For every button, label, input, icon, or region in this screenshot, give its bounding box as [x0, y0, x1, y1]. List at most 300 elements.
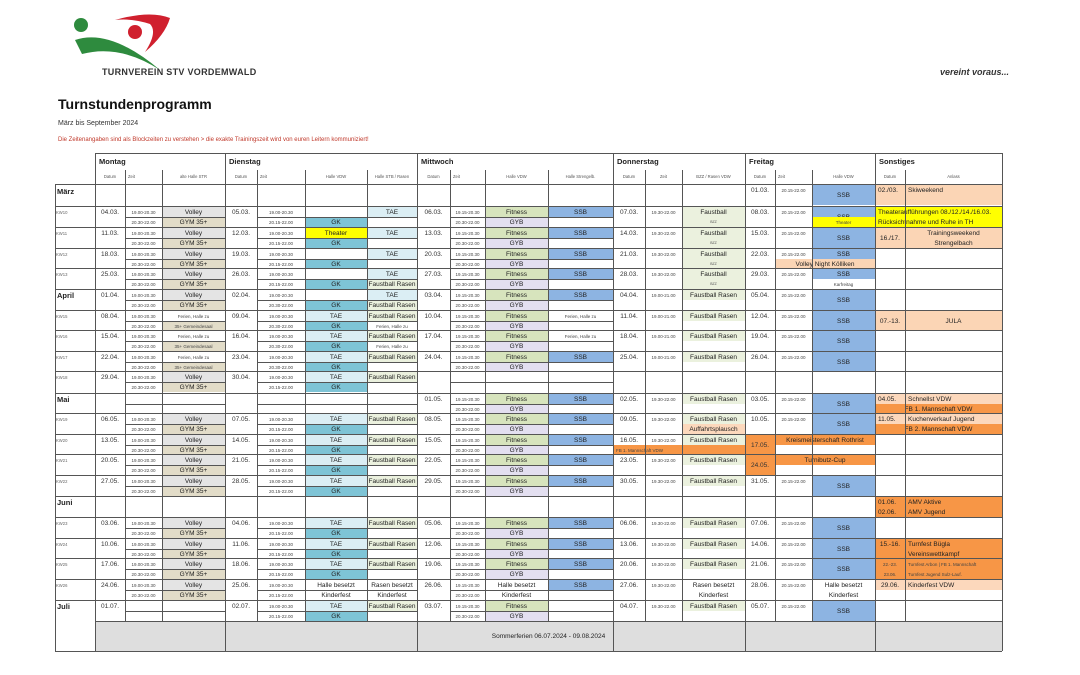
time: 19.00-20.30 [131, 541, 156, 547]
activity-ssb: SSB [548, 414, 613, 424]
row-divider [55, 310, 1002, 311]
activity-tae: TAE [367, 290, 417, 300]
activity-kinderfest: Kinderfest [698, 591, 729, 599]
activity-gym35: GYM 35+ [162, 259, 225, 269]
activity-ssb: SSB [812, 352, 875, 372]
time: 19.00-20.30 [268, 541, 294, 547]
date-wednesday: 13.03. [424, 229, 443, 237]
activity-tae: TAE [305, 414, 367, 424]
activity-volley: Volley [162, 518, 225, 528]
time: 20.30-22.00 [131, 426, 156, 432]
event-volley-night: Volley Night Kölliken [775, 259, 875, 269]
month-label: Mai [57, 394, 70, 404]
event-fb2-mannschaft: FB 2. Mannschaft VDW [875, 424, 1002, 434]
time: 19.00-20.30 [268, 520, 294, 526]
time: 19.00-20.30 [131, 437, 156, 443]
time: 20.15-22.00 [781, 313, 806, 319]
time: 20.30-22.00 [455, 343, 480, 349]
time: 20.15-22.00 [781, 251, 806, 257]
activity-faustball-rasen: Faustball Rasen [368, 415, 416, 423]
date-thursday: 16.05. [619, 436, 639, 444]
row-divider [55, 517, 1002, 518]
activity-bzz: BZZ [682, 259, 745, 269]
date-monday: 18.03. [100, 250, 120, 258]
time: 19.00-20.30 [131, 478, 156, 484]
time: 20.30-22.00 [131, 364, 156, 370]
time: 19.00-21.00 [651, 354, 676, 360]
activity-tae: TAE [367, 249, 417, 259]
event-kuchenverkauf: Kuchenverkauf Jugend [905, 414, 1002, 424]
activity-faustball: Faustball [682, 249, 745, 259]
activity-faustball-rasen: Faustball Rasen [368, 456, 416, 464]
time: 20.30-22.00 [455, 571, 480, 577]
time: 20.30-22.00 [455, 240, 480, 246]
row-divider [55, 579, 1002, 580]
activity-gym35-gemeindesaal: 35+ Gemeindesaal [162, 321, 225, 331]
activity-theater: Theater [812, 217, 875, 227]
row-divider [95, 621, 1002, 622]
row-divider [55, 393, 1002, 394]
date-tuesday: 26.03. [231, 270, 251, 278]
activity-faustball-rasen: Faustball Rasen [368, 312, 416, 320]
date-friday: 19.04. [750, 332, 770, 340]
row-divider [55, 289, 1002, 290]
time: 19.00-20.30 [268, 354, 294, 360]
date-tuesday: 21.05. [231, 456, 251, 464]
time: 19.00-20.30 [268, 416, 294, 422]
date-monday: 01.04. [100, 291, 120, 299]
activity-kinderfest: Kinderfest [377, 591, 407, 599]
activity-halle-besetzt: Halle besetzt [317, 581, 355, 589]
date-monday: 10.06. [100, 540, 120, 548]
time: 20.30-22.00 [268, 323, 294, 329]
activity-ssb: SSB [812, 249, 875, 259]
event-date: 04.05. [875, 394, 905, 404]
activity-ssb: SSB [812, 394, 875, 414]
activity-faustball-rasen: Faustball Rasen [682, 601, 745, 611]
activity-faustball-rasen: Faustball Rasen [682, 518, 745, 528]
time: 20.30-22.00 [455, 530, 480, 536]
time: 19.30-22.00 [651, 541, 676, 547]
activity-volley: Volley [162, 476, 225, 486]
activity-volley: Volley [162, 559, 225, 569]
activity-gk: GK [305, 362, 367, 372]
time: 20.15-22.00 [268, 219, 294, 225]
date-friday: 01.03. [750, 186, 770, 194]
date-friday: 10.05. [750, 415, 770, 423]
time: 19.00-20.30 [268, 230, 294, 236]
activity-gym35: GYM 35+ [162, 465, 225, 475]
event-fb1-mannschaft: FB 1. Mannschaft VDW [613, 445, 745, 455]
header-mittwoch: Mittwoch [421, 156, 454, 166]
time: 19.00-20.30 [131, 333, 156, 339]
time: 19.30-22.00 [651, 561, 676, 567]
date-thursday: 09.05. [619, 415, 639, 423]
activity-gyb: GYB [485, 259, 548, 269]
row-divider [55, 600, 1002, 601]
activity-gym35: GYM 35+ [162, 445, 225, 455]
page-subtitle: März bis September 2024 [58, 120, 139, 127]
time: 19.00-20.30 [131, 292, 156, 298]
activity-faustball-rasen: Faustball Rasen [682, 331, 745, 341]
activity-rasen-besetzt: Rasen besetzt [371, 581, 413, 589]
activity-gym35: GYM 35+ [162, 238, 225, 248]
time: 20.15-22.00 [781, 541, 806, 547]
time: 19.00-20.30 [268, 251, 294, 257]
activity-ssb: SSB [812, 311, 875, 331]
date-tuesday: 04.06. [231, 519, 251, 527]
col-zeit: Zeit [128, 173, 135, 179]
event-kreismeisterschaft: Kreismeisterschaft Rothrist [775, 435, 875, 445]
activity-fitness: Fitness [485, 290, 548, 300]
activity-ssb: SSB [548, 518, 613, 528]
activity-fitness: Fitness [485, 394, 548, 404]
time: 20.15-22.00 [268, 447, 294, 453]
time: 19.15-20.30 [455, 313, 480, 319]
date-friday: 05.04. [750, 291, 770, 299]
date-tuesday: 28.05. [231, 477, 251, 485]
date-tuesday: 14.05. [231, 436, 251, 444]
col-divider [875, 153, 876, 651]
activity-gyb: GYB [485, 549, 548, 559]
activity-gym35: GYM 35+ [162, 424, 225, 434]
row-divider [55, 558, 1002, 559]
activity-gk: GK [305, 300, 367, 310]
activity-fitness: Fitness [485, 601, 548, 611]
time: 19.15-20.30 [455, 582, 480, 588]
time: 19.00-20.30 [131, 271, 156, 277]
event-amv-jugend: AMV Jugend [905, 507, 1002, 517]
activity-bzz: BZZ [682, 279, 745, 289]
col-do-bzz: BZZ / Rasen VDW [696, 173, 731, 179]
date-tuesday: 12.03. [231, 229, 251, 237]
activity-ferien: Ferien, Halle zu [564, 333, 597, 339]
time: 20.30-22.00 [268, 302, 294, 308]
activity-gyb: GYB [485, 341, 548, 351]
date-thursday: 07.03. [619, 208, 639, 216]
activity-ssb: SSB [812, 539, 875, 559]
row-divider [55, 538, 1002, 539]
time: 19.00-20.30 [268, 271, 294, 277]
col-zeit: Zeit [453, 173, 460, 179]
time: 20.15-22.00 [781, 187, 806, 193]
time: 20.15-22.00 [268, 488, 294, 494]
date-thursday: 23.05. [619, 456, 639, 464]
date-thursday: 02.05. [619, 395, 639, 403]
activity-gk: GK [305, 569, 367, 579]
date-tuesday: 23.04. [231, 353, 251, 361]
col-mi-streng: Halle Strengelb. [565, 173, 596, 179]
time: 20.30-22.00 [455, 613, 480, 619]
date-wednesday: 24.04. [424, 353, 443, 361]
week-number: KW11 [56, 230, 68, 236]
time: 19.15-20.30 [455, 333, 480, 339]
activity-volley: Volley [162, 455, 225, 465]
time: 20.30-22.00 [455, 467, 480, 473]
club-name: TURNVEREIN STV VORDEMWALD [102, 67, 257, 77]
event-auffahrtsplausch: Auffahrtsplausch [682, 424, 745, 434]
time: 19.15-20.30 [455, 437, 480, 443]
time: 19.15-20.30 [455, 292, 480, 298]
date-monday: 15.04. [100, 332, 120, 340]
time: 20.15-22.00 [268, 530, 294, 536]
time: 20.30-22.00 [268, 343, 294, 349]
event-trainingsweekend-location: Strengelbach [905, 238, 1002, 248]
date-tuesday: 11.06. [232, 540, 250, 548]
activity-halle-besetzt: Halle besetzt [824, 581, 863, 589]
time: 20.30-22.00 [131, 384, 156, 390]
row-divider [55, 184, 1002, 185]
time: 20.30-22.00 [455, 302, 480, 308]
activity-faustball-rasen: Faustball Rasen [682, 539, 745, 549]
activity-ferien: Ferien, Halle zu [177, 333, 210, 339]
activity-faustball-rasen: Faustball Rasen [368, 560, 416, 568]
time: 20.15-22.00 [781, 603, 806, 609]
activity-fitness: Fitness [485, 311, 548, 321]
col-mo-halle: alte Halle STR [180, 173, 207, 179]
time: 19.00-20.30 [268, 313, 294, 319]
activity-gyb: GYB [485, 486, 548, 496]
col-di-stb: Halle STB / Rasen [374, 173, 410, 179]
time: 20.15-22.00 [268, 592, 294, 598]
activity-tae: TAE [305, 601, 367, 611]
time: 19.30-22.00 [651, 396, 676, 402]
activity-gym35: GYM 35+ [162, 569, 225, 579]
date-wednesday: 03.04. [424, 291, 443, 299]
activity-ferien: Ferien, Halle zu [564, 313, 597, 319]
activity-faustball-rasen: Faustball Rasen [682, 559, 745, 569]
row-divider [55, 475, 1002, 476]
row-divider [55, 434, 1002, 435]
time: 19.30-22.00 [651, 603, 676, 609]
time: 20.30-22.00 [131, 302, 156, 308]
activity-ssb: SSB [548, 249, 613, 259]
header-dienstag: Dienstag [229, 156, 261, 166]
activity-bzz: BZZ [682, 217, 745, 227]
date-thursday: 21.03. [619, 250, 639, 258]
activity-gym35: GYM 35+ [162, 279, 225, 289]
activity-gk: GK [305, 611, 367, 621]
time: 20.15-22.00 [781, 209, 806, 215]
row-divider [55, 651, 1002, 652]
time: 19.00-20.30 [268, 561, 294, 567]
date-tuesday: 02.04. [231, 291, 251, 299]
activity-fitness: Fitness [485, 476, 548, 486]
date-monday: 20.05. [100, 456, 120, 464]
event-date: 11.05. [875, 414, 905, 424]
week-number: KW18 [56, 374, 68, 380]
activity-theater: Theater [305, 228, 367, 238]
activity-tae: TAE [305, 352, 367, 362]
date-thursday: 04.07. [619, 602, 639, 610]
time: 19.15-20.30 [455, 457, 480, 463]
event-date: 15.-16. [875, 539, 905, 549]
col-anlass: Anlass [947, 173, 960, 179]
activity-gyb: GYB [485, 445, 548, 455]
time: 20.30-22.00 [131, 343, 156, 349]
activity-faustball-rasen: Faustball Rasen [682, 476, 745, 486]
col-divider [745, 153, 746, 651]
activity-ferien: Ferien, Halle zu [177, 354, 210, 360]
col-divider [613, 153, 614, 651]
time: 20.30-22.00 [131, 551, 156, 557]
activity-ssb: SSB [812, 331, 875, 351]
date-thursday: 28.03. [619, 270, 639, 278]
time: 20.30-22.00 [131, 571, 156, 577]
time: 19.00-20.30 [131, 561, 156, 567]
activity-volley: Volley [162, 580, 225, 590]
header-montag: Montag [99, 156, 126, 166]
event-trainingsweekend: Trainingsweekend [905, 228, 1002, 238]
date-tuesday: 07.05. [231, 415, 251, 423]
date-monday: 11.03. [101, 229, 119, 237]
time: 19.30-22.00 [651, 457, 676, 463]
activity-gyb: GYB [485, 321, 548, 331]
activity-gym35-gemeindesaal: 35+ Gemeindesaal [162, 362, 225, 372]
time: 19.30-22.00 [651, 520, 676, 526]
time: 19.30-22.00 [651, 271, 676, 277]
event-date: 16./17. [875, 228, 905, 248]
activity-gk: GK [305, 238, 367, 248]
activity-faustball-rasen: Faustball Rasen [368, 332, 416, 340]
row-divider [55, 454, 1002, 455]
activity-gym35: GYM 35+ [162, 486, 225, 496]
activity-ssb: SSB [548, 435, 613, 445]
activity-gk: GK [305, 465, 367, 475]
date-friday: 31.05. [750, 477, 770, 485]
date-monday: 06.05. [100, 415, 120, 423]
date-monday: 04.03. [100, 208, 120, 216]
date-friday: 17.05. [745, 435, 775, 455]
date-friday: 21.06. [750, 560, 770, 568]
time: 19.30-22.00 [651, 437, 676, 443]
time: 19.30-22.00 [651, 416, 676, 422]
col-datum: Datum [753, 173, 767, 179]
col-datum: Datum [103, 173, 117, 179]
activity-ssb: SSB [548, 228, 613, 238]
activity-ssb: SSB [812, 414, 875, 434]
activity-tae: TAE [305, 372, 367, 382]
activity-gyb: GYB [485, 238, 548, 248]
date-thursday: 13.06. [619, 540, 639, 548]
activity-faustball-rasen: Faustball Rasen [682, 455, 745, 465]
activity-ssb: SSB [812, 518, 875, 538]
date-tuesday: 18.06. [231, 560, 251, 568]
week-number: KW26 [56, 582, 68, 588]
date-friday: 12.04. [750, 312, 770, 320]
time: 20.30-22.00 [131, 323, 156, 329]
date-thursday: 20.06. [619, 560, 639, 568]
date-friday: 24.05. [745, 455, 775, 475]
row-divider [55, 268, 1002, 269]
time: 20.15-22.00 [268, 551, 294, 557]
event-date: 02.06. [875, 507, 905, 517]
event-turnfest-buegla: Turnfest Bügla [905, 539, 1002, 549]
date-thursday: 11.04. [620, 312, 638, 320]
activity-fitness: Fitness [485, 249, 548, 259]
date-wednesday: 27.03. [424, 270, 443, 278]
activity-kinderfest: Kinderfest [321, 591, 351, 599]
header-freitag: Freitag [749, 156, 775, 166]
event-theater-notice: Rücksichtnahme und Ruhe in TH [875, 217, 1002, 227]
date-wednesday: 22.05. [424, 456, 443, 464]
date-monday: 25.03. [100, 270, 120, 278]
activity-kinderfest: Kinderfest [828, 591, 859, 599]
activity-ssb: SSB [548, 352, 613, 362]
date-tuesday: 16.04. [231, 332, 251, 340]
time: 20.30-22.00 [131, 219, 156, 225]
event-kinderfest-vdw: Kinderfest VDW [905, 580, 1002, 590]
time: 19.00-20.30 [131, 374, 156, 380]
time: 19.15-20.30 [455, 209, 480, 215]
activity-gyb: GYB [485, 465, 548, 475]
activity-tae: TAE [367, 207, 417, 217]
date-thursday: 14.03. [619, 229, 639, 237]
activity-ssb: SSB [812, 559, 875, 579]
time: 20.30-22.00 [131, 530, 156, 536]
time: 20.30-22.00 [131, 467, 156, 473]
activity-ssb: SSB [548, 476, 613, 486]
activity-fitness: Fitness [485, 207, 548, 217]
activity-fitness: Fitness [485, 228, 548, 238]
time: 20.30-22.00 [131, 488, 156, 494]
week-number: KW15 [56, 313, 68, 319]
activity-faustball-rasen: Faustball Rasen [368, 280, 416, 288]
activity-faustball: Faustball [682, 228, 745, 238]
event-date: 29.06. [875, 580, 905, 590]
date-friday: 28.06. [750, 581, 770, 589]
activity-volley: Volley [162, 414, 225, 424]
date-friday: 03.05. [750, 395, 770, 403]
time: 20.30-22.00 [455, 551, 480, 557]
week-number: KW23 [56, 520, 68, 526]
date-wednesday: 19.06. [424, 560, 443, 568]
week-number: KW19 [56, 416, 68, 422]
col-divider [225, 153, 226, 651]
label-karfreitag: Karfreitag [833, 281, 854, 287]
week-number: KW24 [56, 541, 68, 547]
notice-text: Die Zeitenangaben sind als Blockzeiten zu verstehen > die exakte Trainingszeit wird von euren Leitern kommuniziert! [58, 137, 369, 143]
date-friday: 15.03. [750, 229, 770, 237]
col-zeit: Zeit [260, 173, 267, 179]
month-label: März [57, 186, 75, 196]
activity-ferien: Ferien, Halle zu [177, 313, 210, 319]
row-divider [95, 153, 1002, 154]
activity-faustball-rasen: Faustball Rasen [682, 394, 745, 404]
date-monday: 13.05. [100, 436, 120, 444]
date-friday: 29.03. [750, 270, 770, 278]
date-monday: 24.06. [100, 581, 120, 589]
time: 19.15-20.30 [455, 541, 480, 547]
date-friday: 05.07. [750, 602, 770, 610]
col-fr-vdw: Halle VDW [833, 173, 854, 179]
time: 20.30-22.00 [455, 406, 480, 412]
row-divider [55, 248, 1002, 249]
col-datum: Datum [427, 173, 440, 179]
event-skiweekend: Skiweekend [905, 185, 1002, 195]
date-monday: 27.05. [100, 477, 120, 485]
date-thursday: 04.04. [619, 291, 639, 299]
date-wednesday: 15.05. [424, 436, 443, 444]
activity-ssb: SSB [812, 228, 875, 248]
time: 19.15-20.30 [455, 478, 480, 484]
time: 19.15-20.30 [455, 271, 480, 277]
activity-ssb: SSB [812, 601, 875, 621]
week-number: KW25 [56, 561, 68, 567]
month-label: Juni [57, 497, 73, 507]
row-divider [55, 413, 1002, 414]
activity-fitness: Fitness [485, 352, 548, 362]
